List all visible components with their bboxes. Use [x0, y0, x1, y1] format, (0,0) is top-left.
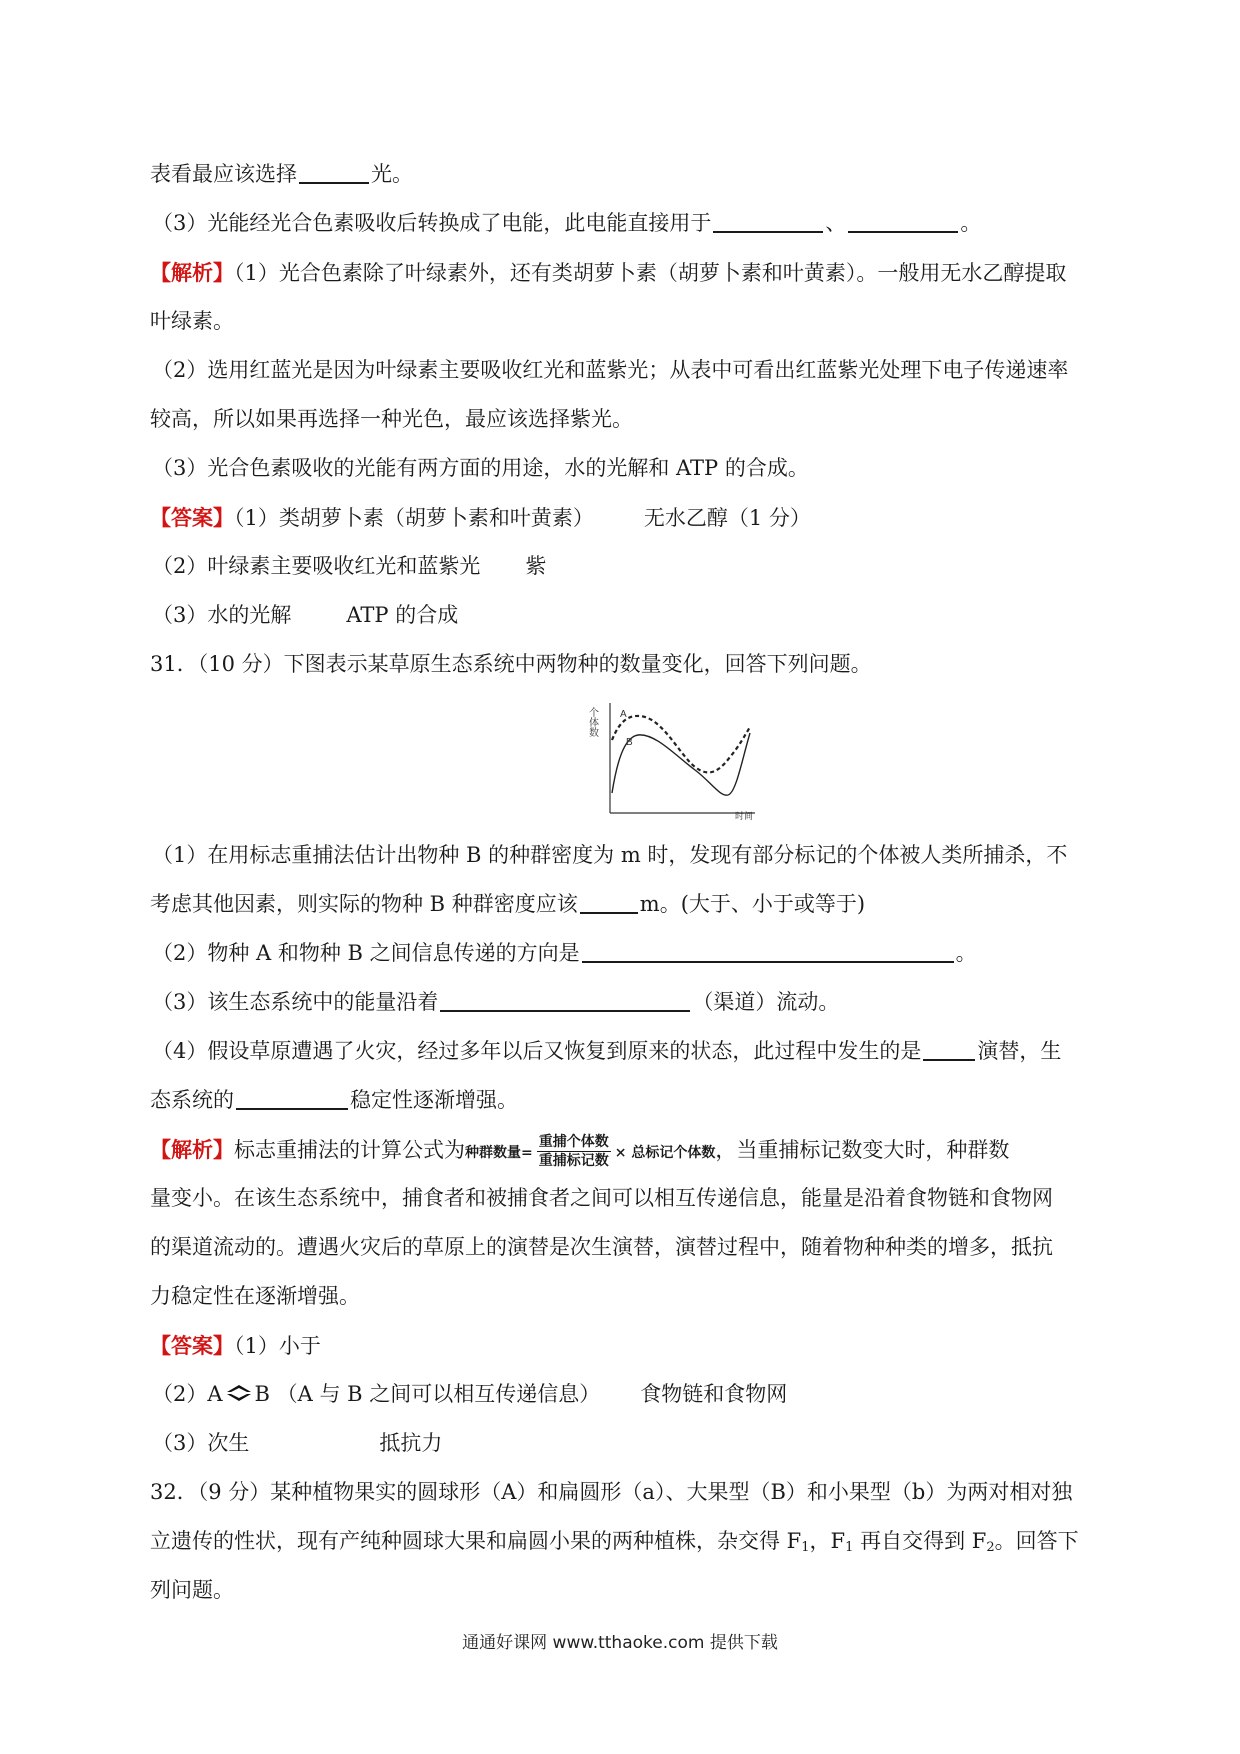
- text-line: [150, 978, 1100, 1027]
- text: 的渠道流动的。遭遇火灾后的草原上的演替是次生演替，演替过程中，随着物种种类的增多，抵抗: [150, 1235, 1053, 1259]
- text-line: [150, 444, 1100, 493]
- text-line: [150, 1027, 1100, 1076]
- text-line: [150, 199, 1100, 248]
- text-line: [150, 1272, 1100, 1321]
- text: 叶绿素。: [150, 309, 234, 333]
- subscript: 1: [801, 1540, 810, 1555]
- text-line: [150, 493, 1100, 542]
- answer-blank: [440, 988, 690, 1012]
- text: 紫: [525, 554, 547, 578]
- answer-blank: [923, 1037, 975, 1061]
- text: （渠道）流动。: [692, 990, 840, 1014]
- text-line: [150, 395, 1100, 444]
- text: （1）小于: [234, 1334, 321, 1358]
- text-line: [150, 1566, 1100, 1615]
- text: （1）光合色素除了叶绿素外，还有类胡萝卜素（胡萝卜素和叶黄素）。一般用无水乙醇提取: [234, 261, 1067, 285]
- text-line: [150, 1125, 1100, 1174]
- text-line: [150, 542, 1100, 591]
- text: 无水乙醇（1 分）: [643, 506, 811, 530]
- text: 表看最应该选择: [150, 162, 297, 186]
- text: 标志重捕法的计算公式为: [234, 1138, 465, 1162]
- fraction-numerator: 重捕个体数: [538, 1134, 609, 1150]
- text-line: [150, 831, 1100, 880]
- answer-blank: [582, 939, 954, 963]
- text: 食物链和食物网: [640, 1382, 788, 1406]
- text-line: [150, 1419, 1100, 1468]
- text: 、: [825, 211, 847, 235]
- question-31-heading: [150, 640, 1100, 689]
- text: （2）叶绿素主要吸收红光和蓝紫光: [152, 554, 481, 578]
- text: 31．（10 分）下图表示某草原生态系统中两物种的数量变化，回答下列问题。: [150, 652, 872, 676]
- text: 抵抗力: [379, 1431, 443, 1455]
- text-line: [150, 929, 1100, 978]
- text: 。: [955, 941, 977, 965]
- text: 稳定性逐渐增强。: [350, 1088, 518, 1112]
- subscript: 1: [845, 1540, 854, 1555]
- text: （3）该生态系统中的能量沿着: [152, 990, 439, 1014]
- formula-fraction: [537, 1133, 611, 1170]
- text: （1）在用标志重捕法估计出物种 B 的种群密度为 m 时，发现有部分标记的个体被人类所捕杀，不: [152, 843, 1068, 867]
- answer-blank: [236, 1086, 348, 1110]
- x-axis-label: 时间: [735, 811, 754, 820]
- answer-blank: [713, 209, 823, 233]
- text: （3）光能经光合色素吸收后转换成了电能，此电能直接用于: [152, 211, 712, 235]
- text: 态系统的: [150, 1088, 234, 1112]
- text: （2）选用红蓝光是因为叶绿素主要吸收红光和蓝紫光；从表中可看出红蓝紫光处理下电子传递速率: [152, 358, 1069, 382]
- analysis-tag: 【解析】: [150, 260, 234, 285]
- text: m。(大于、小于或等于): [639, 892, 866, 916]
- text: 32．（9 分）某种植物果实的圆球形（A）和扁圆形（a）、大果型（B）和小果型（b）为两对相对独: [150, 1480, 1073, 1504]
- text: 力稳定性在逐渐增强。: [150, 1284, 360, 1308]
- text-line: [150, 150, 1100, 199]
- text: （3）次生: [152, 1431, 250, 1455]
- text: 立遗传的性状，现有产纯种圆球大果和扁圆小果的两种植株，杂交得 F: [150, 1529, 802, 1553]
- text: ，当重捕标记数变大时，种群数: [715, 1138, 1010, 1162]
- text: （3）水的光解: [152, 603, 292, 627]
- answer-tag: 【答案】: [150, 1333, 234, 1358]
- text: （2）物种 A 和物种 B 之间信息传递的方向是: [152, 941, 580, 965]
- text-line: [150, 1517, 1100, 1566]
- series-b-label: B: [626, 737, 633, 748]
- text: 列问题。: [150, 1578, 234, 1602]
- page-footer: 通通好课网 www.tthaoke.com 提供下载: [462, 1633, 778, 1653]
- y-axis-label: 个体数: [586, 707, 598, 737]
- formula-left: 种群数量=: [465, 1145, 533, 1161]
- text-line: [150, 1174, 1100, 1223]
- text-line: [150, 1321, 1100, 1370]
- text: 演替，生: [977, 1039, 1062, 1063]
- text: B （A 与 B 之间可以相互传递信息）: [254, 1382, 601, 1406]
- text-line: [150, 297, 1100, 346]
- text-line: [150, 1223, 1100, 1272]
- answer-blank: [299, 160, 369, 184]
- answer-blank: [848, 209, 958, 233]
- text-line: [150, 1370, 1100, 1419]
- chart-svg: [530, 695, 870, 820]
- text: 光。: [371, 162, 413, 186]
- fraction-denominator: 重捕标记数: [538, 1153, 609, 1169]
- text: （4）假设草原遭遇了火灾，经过多年以后又恢复到原来的状态，此过程中发生的是: [152, 1039, 922, 1063]
- answer-blank: [580, 890, 638, 914]
- analysis-tag: 【解析】: [150, 1137, 234, 1162]
- population-chart: [150, 695, 1100, 825]
- text-line: [150, 591, 1100, 640]
- series-a-label: A: [620, 709, 627, 720]
- text: （1）类胡萝卜素（胡萝卜素和叶黄素）: [234, 506, 594, 530]
- text: 较高，所以如果再选择一种光色，最应该选择紫光。: [150, 407, 633, 431]
- text: 。回答下: [994, 1529, 1079, 1553]
- subscript: 2: [986, 1540, 995, 1555]
- text: （3）光合色素吸收的光能有两方面的用途，水的光解和 ATP 的合成。: [152, 456, 809, 480]
- double-arrow-icon: [225, 1371, 253, 1420]
- text: （2）A: [152, 1382, 223, 1406]
- text-line: [150, 346, 1100, 395]
- answer-tag: 【答案】: [150, 505, 234, 530]
- text: ，F: [809, 1529, 846, 1553]
- text-line: [150, 248, 1100, 297]
- text: ATP 的合成: [346, 603, 459, 627]
- text: 再自交得到 F: [853, 1529, 987, 1553]
- series-a-line: [612, 716, 750, 773]
- text: 量变小。在该生态系统中，捕食者和被捕食者之间可以相互传递信息，能量是沿着食物链和食物网: [150, 1186, 1053, 1210]
- text-line: [150, 880, 1100, 929]
- text: 。: [960, 211, 982, 235]
- formula-right: × 总标记个体数: [614, 1145, 716, 1161]
- text-line: [150, 1076, 1100, 1125]
- document-body: [150, 150, 1100, 1615]
- question-32-heading: [150, 1468, 1100, 1517]
- text: 考虑其他因素，则实际的物种 B 种群密度应该: [150, 892, 578, 916]
- series-b-line: [612, 733, 750, 795]
